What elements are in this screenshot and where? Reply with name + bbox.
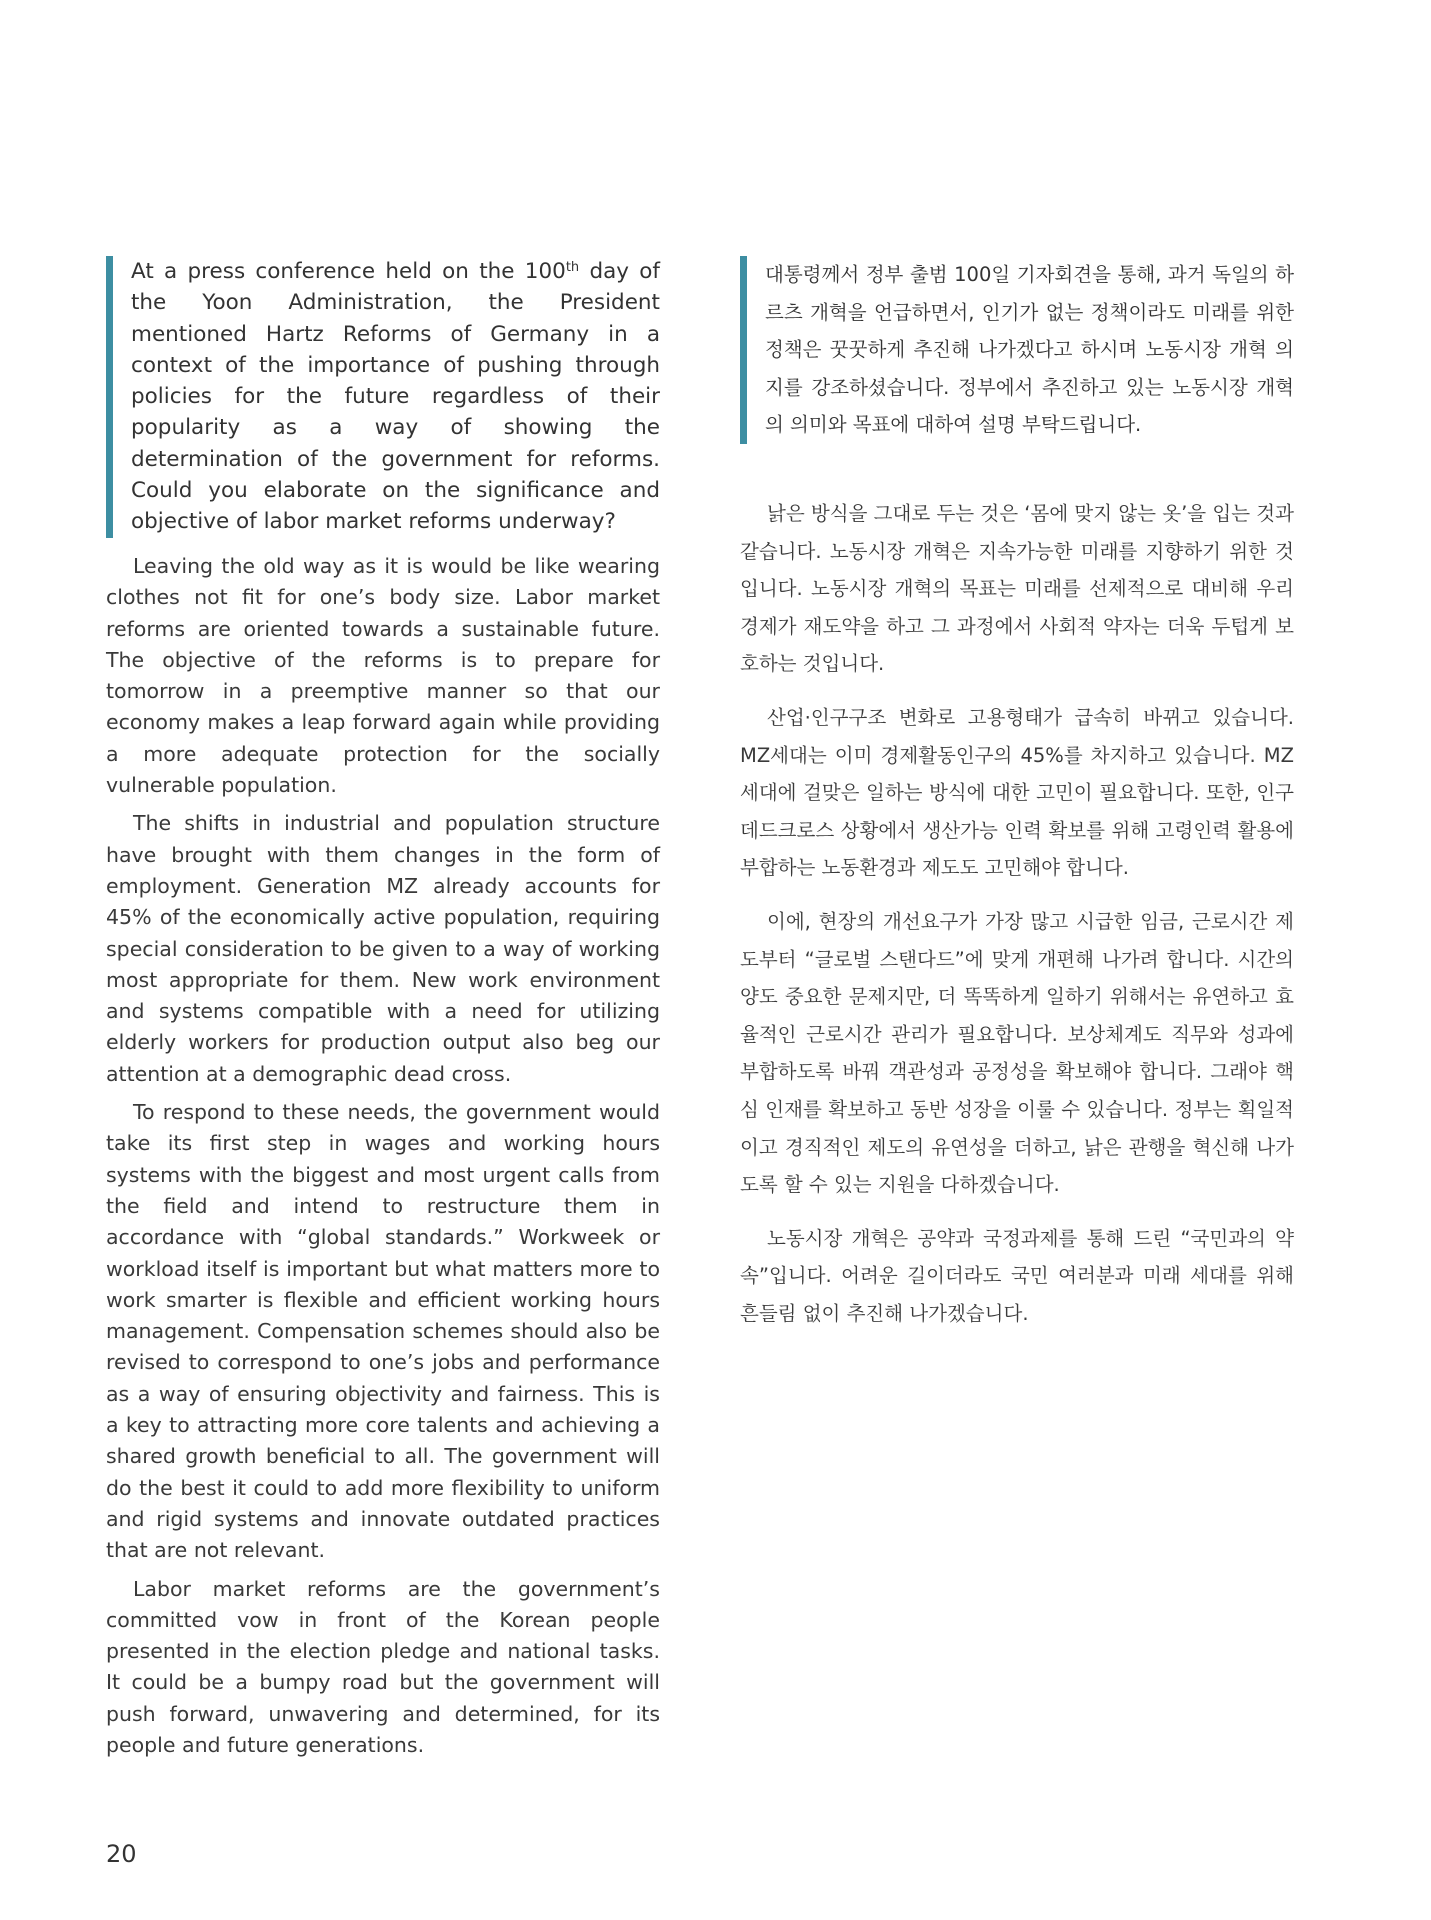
english-paragraph: The shifts in industrial and population structure have brought with them changes in the form of employment. Generation MZ already accounts for 45% of the economically active population, requiring special consideration to be given to a way of working most appropriate for them. New work environment and systems compatible with a need for utilizing elderly workers for production output also beg our attention at a demographic dead cross.	[106, 811, 660, 1086]
ordinal-suffix: th	[565, 260, 580, 275]
english-paragraph: Leaving the old way as it is would be like wearing clothes not fit for one’s body size. Labor market reforms are oriented towards a sustainable future. The objective of the reforms is to prepare for tomorrow in a preemptive manner so that our economy makes a leap forward again while providing a more adequate protection for the socially vulnerable population.	[106, 554, 660, 798]
english-question-block	[106, 256, 660, 538]
korean-question-block	[740, 256, 1294, 444]
korean-paragraph: 낡은 방식을 그대로 두는 것은 ‘몸에 맞지 않는 옷’을 입는 것과 같습니다. 노동시장 개혁은 지속가능한 미래를 지향하기 위한 것입니다. 노동시장 개혁의 목표는 미래를 선제적으로 대비해 우리 경제가 재도약을 하고 그 과정에서 사회적 약자는 더욱 두텁게 보호하는 것입니다.	[740, 502, 1294, 676]
korean-answer	[740, 495, 1294, 1348]
korean-paragraph: 산업·인구구조 변화로 고용형태가 급속히 바뀌고 있습니다. MZ세대는 이미 경제활동인구의 45%를 차지하고 있습니다. MZ세대에 걸맞은 일하는 방식에 대한 고민이 필요합니다. 또한, 인구 데드크로스 상황에서 생산가능 인력 확보를 위해 고령인력 활용에 부합하는 노동환경과 제도도 고민해야 합니다.	[740, 705, 1294, 880]
english-paragraph: To respond to these needs, the government would take its first step in wages and working hours systems with the biggest and most urgent calls from the field and intend to restructure them in accordance with “global standards.” Workweek or workload itself is important but what matters more to work smarter is flexible and efficient working hours management. Compensation schemes should also be revised to correspond to one’s jobs and performance as a way of ensuring objectivity and fairness. This is a key to attracting more core talents and achieving a shared growth beneficial to all. The government will do the best it could to add more flexibility to uniform and rigid systems and innovate outdated practices that are not relevant.	[106, 1100, 660, 1563]
english-answer	[106, 551, 660, 1768]
korean-paragraph: 이에, 현장의 개선요구가 가장 많고 시급한 임금, 근로시간 제도부터 “글로벌 스탠다드”에 맞게 개편해 나가려 합니다. 시간의 양도 중요한 문제지만, 더 똑똑하게 일하기 위해서는 유연하고 효율적인 근로시간 관리가 필요합니다. 보상체계도 직무와 성과에 부합하도록 바꿔 객관성과 공정성을 확보해야 합니다. 그래야 핵심 인재를 확보하고 동반 성장을 이룰 수 있습니다. 정부는 획일적이고 경직적인 제도의 유연성을 더하고, 낡은 관행을 혁신해 나가도록 할 수 있는 지원을 다하겠습니다.	[740, 909, 1294, 1197]
english-question-rest: day of the Yoon Administration, the President mentioned Hartz Reforms of Germany in a context of the importance of pushing through policies for the future regardless of their popularity as a way of showing the determination of the government for reforms. Could you elaborate on the significance and objective of labor market reforms underway?	[131, 259, 660, 535]
english-question-start: At a press conference held on the 100	[131, 259, 566, 284]
page-number: 20	[106, 1840, 137, 1868]
english-question	[131, 256, 660, 538]
english-paragraph: Labor market reforms are the government’s committed vow in front of the Korean people presented in the election pledge and national tasks. It could be a bumpy road but the government will push forward, unwavering and determined, for its people and future generations.	[106, 1576, 660, 1757]
korean-paragraph: 노동시장 개혁은 공약과 국정과제를 통해 드린 “국민과의 약속”입니다. 어려운 길이더라도 국민 여러분과 미래 세대를 위해 흔들림 없이 추진해 나가겠습니다.	[740, 1226, 1294, 1325]
korean-question: 대통령께서 정부 출범 100일 기자회견을 통해, 과거 독일의 하르츠 개혁을 언급하면서, 인기가 없는 정책이라도 미래를 위한 정책은 꿋꿋하게 추진해 나가겠다고 하시며 노동시장 개혁 의지를 강조하셨습니다. 정부에서 추진하고 있는 노동시장 개혁의 의미와 목표에 대하여 설명 부탁드립니다.	[765, 263, 1294, 437]
